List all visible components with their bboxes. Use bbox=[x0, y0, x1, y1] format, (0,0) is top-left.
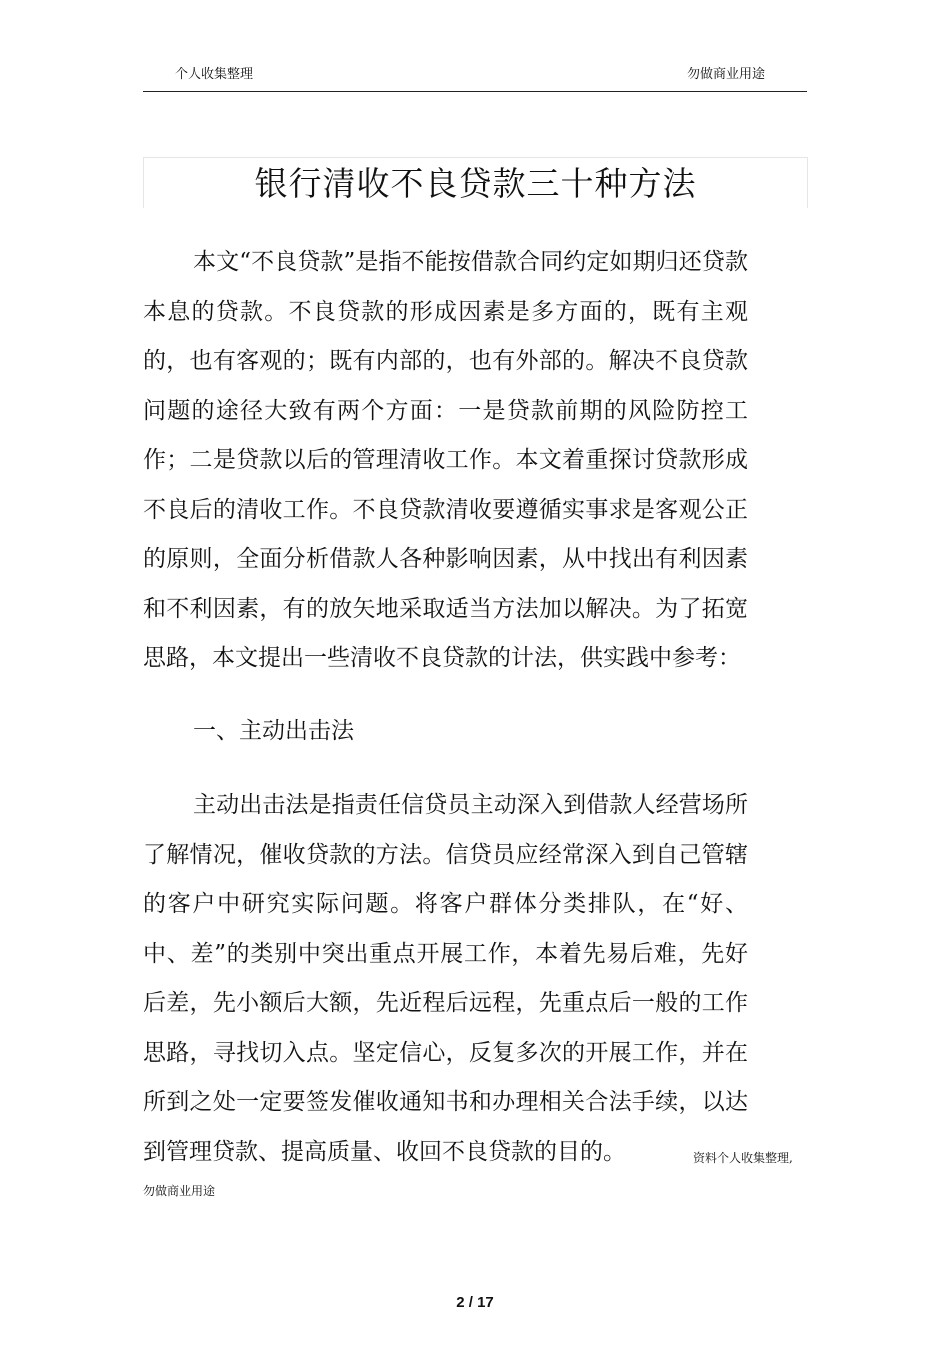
page-number: 2 / 17 bbox=[456, 1294, 494, 1311]
section-heading: 一、主动出击法 bbox=[193, 718, 354, 744]
source-note-continued: 勿做商业用途 bbox=[143, 1184, 216, 1198]
document-title: 银行清收不良贷款三十种方法 bbox=[254, 164, 697, 203]
header-right-text: 勿做商业用途 bbox=[686, 67, 765, 82]
source-note: 资料个人收集整理, bbox=[693, 1151, 793, 1165]
paragraph-method-1: 主动出击法是指责任信贷员主动深入到借款人经营场所了解情况，催收贷款的方法。信贷员应经常深入到自己管辖的客户中研究实际问题。将客户群体分类排队，在“好、中、差”的类别中突出重点开展工作，本着先易后难，先好后差，先小额后大额，先近程后远程，先重点后一般的工作思路，寻找切入点。坚定信心，反复多次的开展工作，并在所到之处一定要签发催收通知书和办理相关合法手续，以达到管理贷款、提高质量、收回不良贷款的目的。 bbox=[143, 792, 748, 1165]
header-left-text: 个人收集整理 bbox=[175, 67, 254, 82]
title-box bbox=[143, 157, 808, 208]
paragraph-intro: 本文“不良贷款”是指不能按借款合同约定如期归还贷款本息的贷款。不良贷款的形成因素是多方面的，既有主观的，也有客观的；既有内部的，也有外部的。解决不良贷款问题的途径大致有两个方面：一是贷款前期的风险防控工作；二是贷款以后的管理清收工作。本文着重探讨贷款形成不良后的清收工作。不良贷款清收要遵循实事求是客观公正的原则，全面分析借款人各种影响因素，从中找出有利因素和不利因素，有的放矢地采取适当方法加以解决。为了拓宽思路，本文提出一些清收不良贷款的计法，供实践中参考： bbox=[143, 249, 748, 671]
header-divider bbox=[143, 91, 807, 92]
